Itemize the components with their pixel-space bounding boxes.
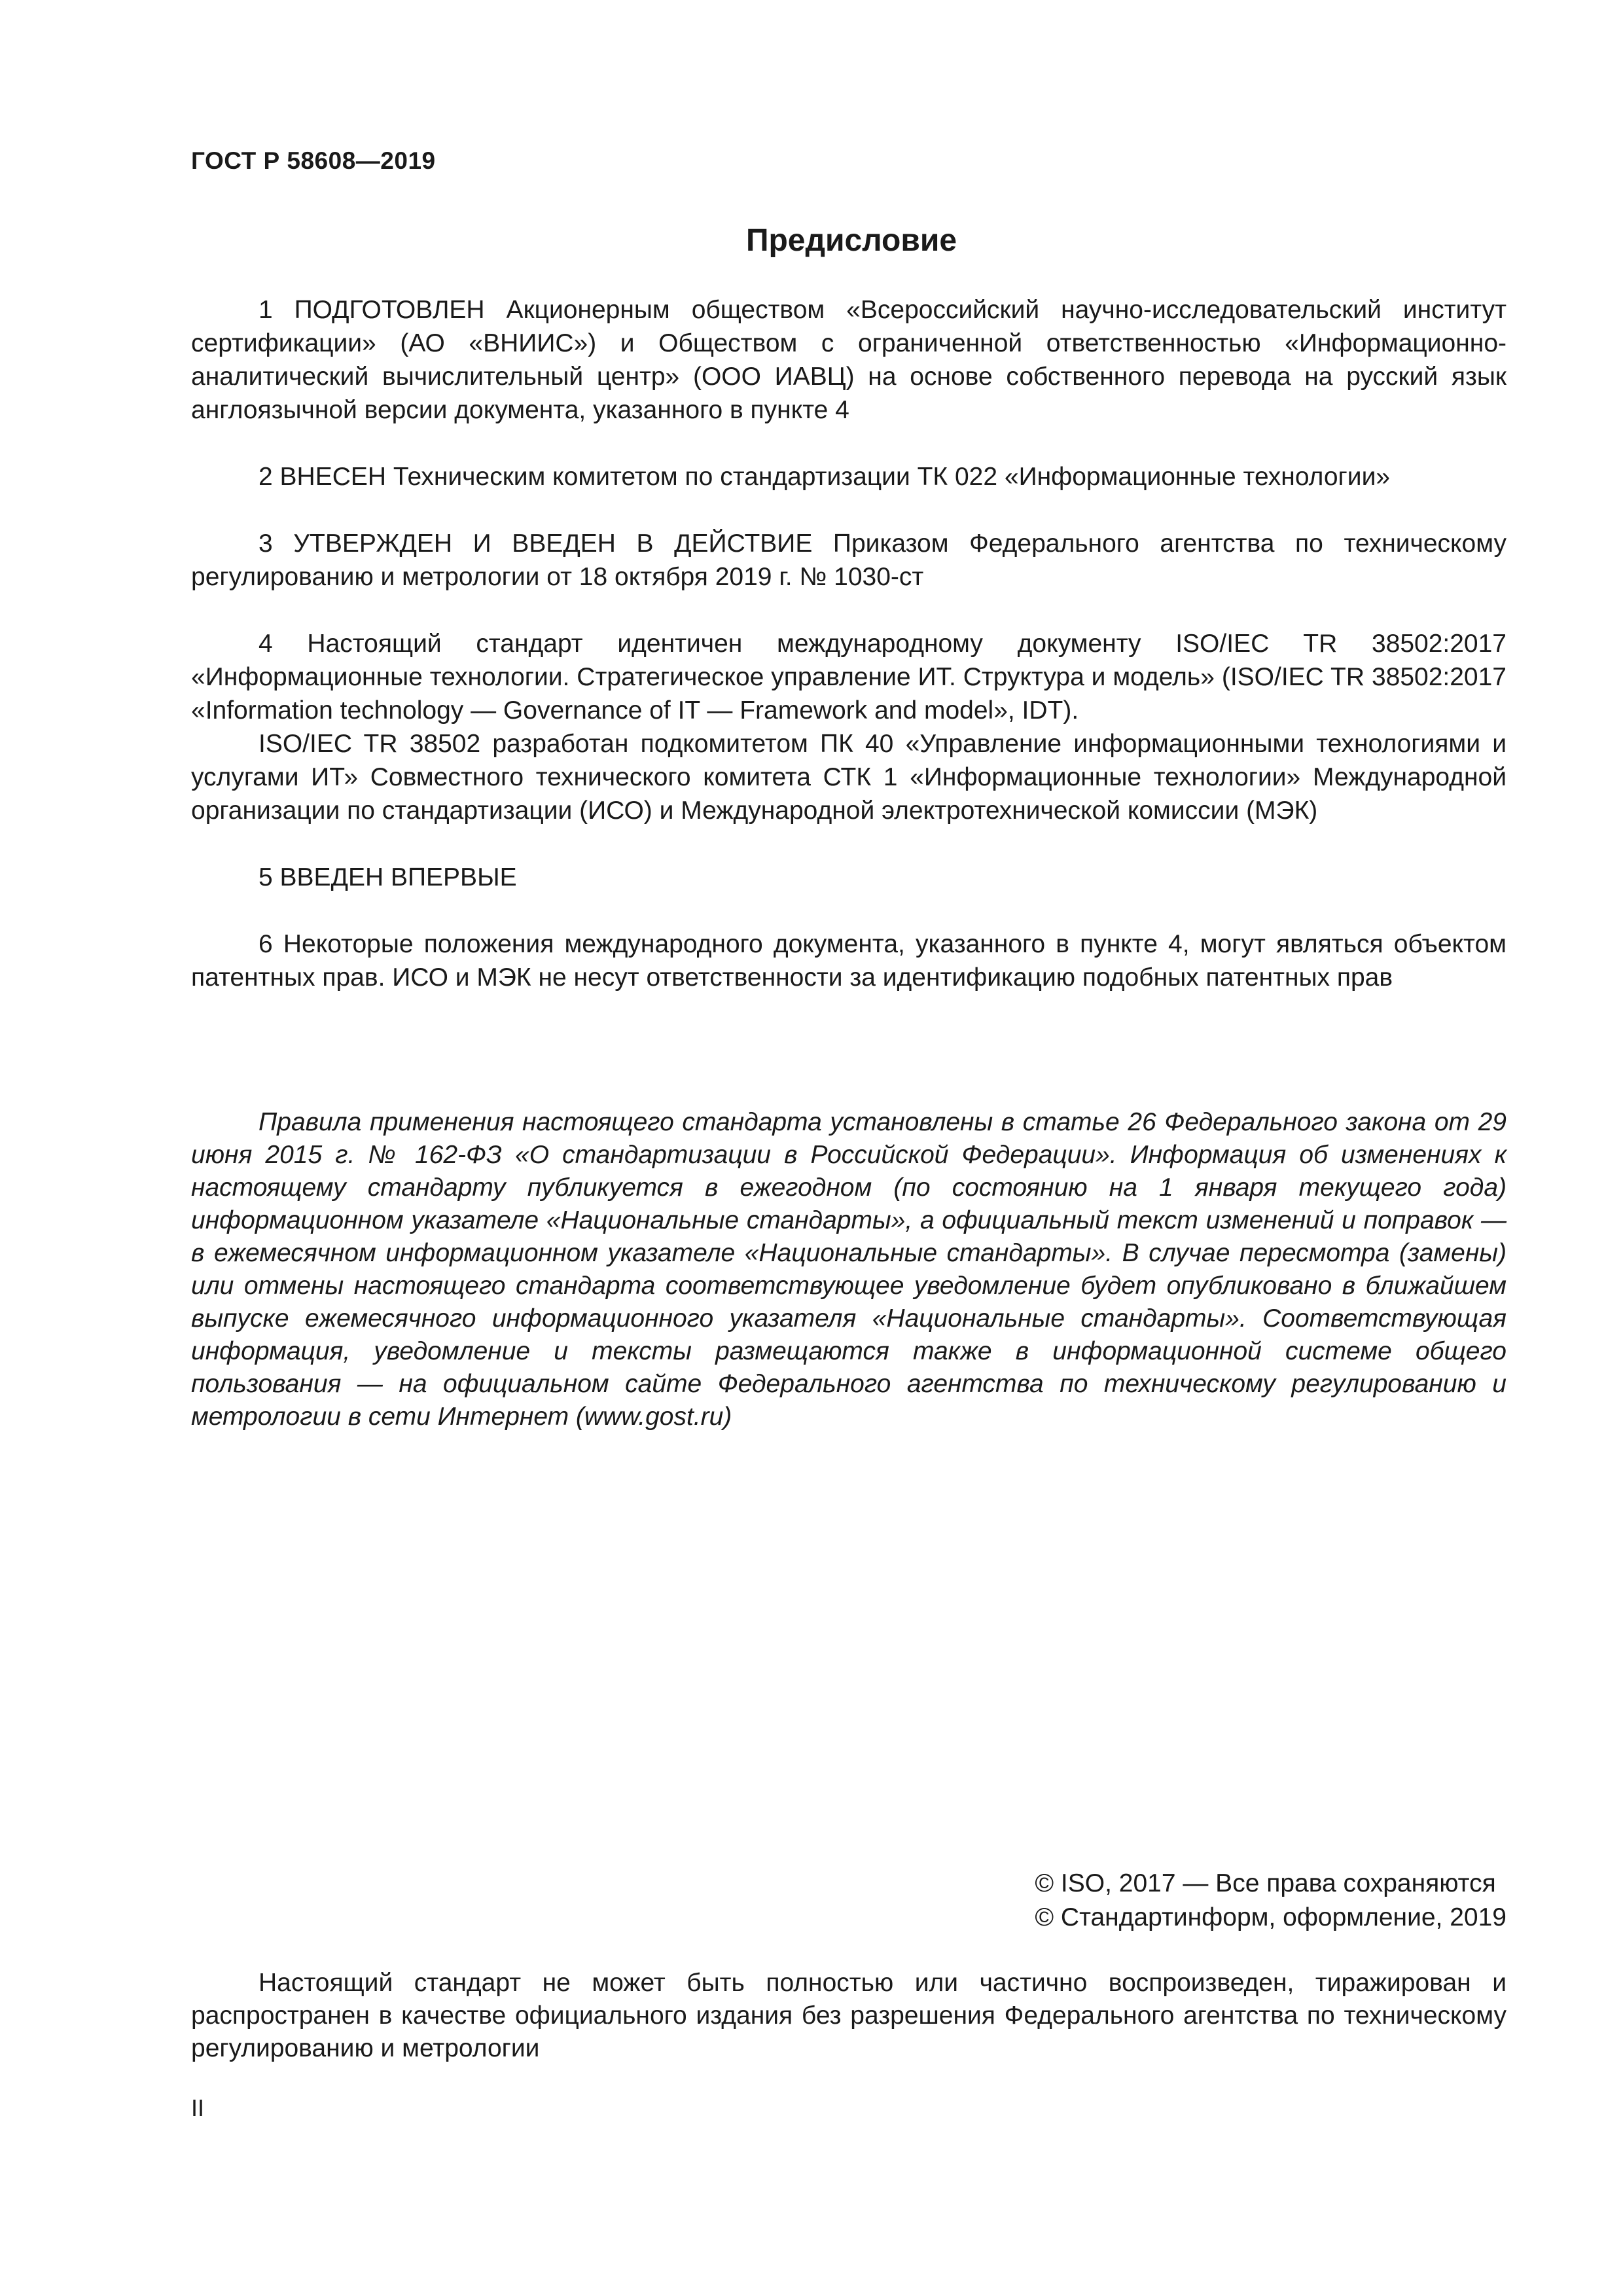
preface-item-6: 6 Некоторые положения международного документа, указанного в пункте 4, могут являться объектом патентных прав. ИСО и МЭК не несут ответственности за идентификацию подобных патентных прав xyxy=(191,930,1507,992)
page-title: Предисловие xyxy=(745,223,957,258)
preface-item-5: 5 ВВЕДЕН ВПЕРВЫЕ xyxy=(259,863,517,891)
preface-body xyxy=(191,293,1507,994)
reproduction-notice xyxy=(191,1967,1507,2065)
preface-item-2: 2 ВНЕСЕН Техническим комитетом по стандартизации ТК 022 «Информационные технологии» xyxy=(259,463,1391,491)
preface-item-1: 1 ПОДГОТОВЛЕН Акционерным обществом «Всероссийский научно-исследовательский институт сертификации» (АО «ВНИИС») и Обществом с ограниченной ответственностью «Информационно-аналитический вычислительный центр» (ООО ИАВЦ) на основе собственного перевода на русский язык англоязычной версии документа, указанного в пункте 4 xyxy=(191,296,1507,424)
preface-item-4-continuation: ISO/IEC TR 38502 разработан подкомитетом ПК 40 «Управление информационными технологиями и услугами ИТ» Совместного технического комитета СТК 1 «Информационные технологии» Международной организации по стандартизации (ИСО) и Международной электротехнической комиссии (МЭК) xyxy=(191,730,1507,825)
preface-item-4: 4 Настоящий стандарт идентичен международному документу ISO/IEC TR 38502:2017 «Информационные технологии. Стратегическое управление ИТ. Структура и модель» (ISO/IEC TR 38502:2017 «Information technology — Governance of IT — Framework and model», IDT). xyxy=(191,630,1507,725)
document-id: ГОСТ Р 58608—2019 xyxy=(191,147,436,174)
reproduction-notice-text: Настоящий стандарт не может быть полностью или частично воспроизведен, тиражирован и распространен в качестве официального издания без разрешения Федерального агентства по техническому регулированию и метрологии xyxy=(191,1969,1507,2062)
copyright-block xyxy=(1035,1867,1507,1935)
copyright-standartinform: © Стандартинформ, оформление, 2019 xyxy=(1035,1903,1507,1931)
application-rules xyxy=(191,1106,1507,1433)
preface-item-3: 3 УТВЕРЖДЕН И ВВЕДЕН В ДЕЙСТВИЕ Приказом Федерального агентства по техническому регулированию и метрологии от 18 октября 2019 г. № 1030-ст xyxy=(191,529,1507,591)
copyright-iso: © ISO, 2017 — Все права сохраняются xyxy=(1035,1869,1496,1897)
application-rules-text: Правила применения настоящего стандарта установлены в статье 26 Федерального закона от 29 июня 2015 г. № 162-ФЗ «О стандартизации в Российской Федерации». Информация об изменениях к настоящему стандарту публикуется в ежегодном (по состоянию на 1 января текущего года) информационном указателе «Национальные стандарты», а официальный текст изменений и поправок — в ежемесячном информационном указателе «Национальные стандарты». В случае пересмотра (замены) или отмены настоящего стандарта соответствующее уведомление будет опубликовано в ближайшем выпуске ежемесячного информационного указателя «Национальные стандарты». Соответствующая информация, уведомление и тексты размещаются также в информационной системе общего пользования — на официальном сайте Федерального агентства по техническому регулированию и метрологии в сети Интернет (www.gost.ru) xyxy=(191,1108,1507,1431)
page-number: II xyxy=(191,2094,205,2121)
